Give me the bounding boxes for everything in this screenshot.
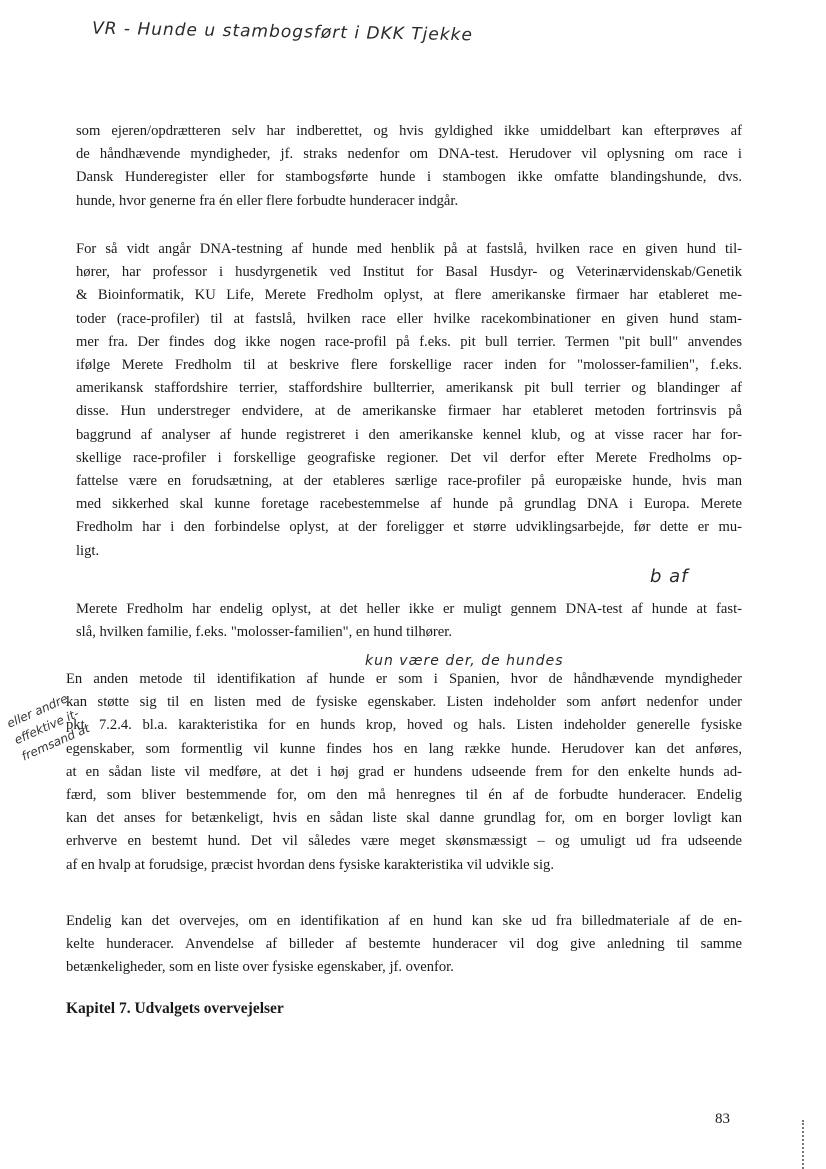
text-line: slå, hvilken familie, f.eks. "molosser-familien", en hund tilhører. <box>76 624 452 641</box>
text-line: baggrund af analyser af hunde registreret i den amerikanske kennel klub, og at visse racer har for- <box>76 426 742 443</box>
text-line: hunde, hvor generne fra én eller flere forbudte hunderacer indgår. <box>76 192 459 209</box>
text-line: & Bioinformatik, KU Life, Merete Fredholm oplyst, at flere amerikanske firmaer har etableret me- <box>76 287 742 304</box>
text-line: færd, som bliver bestemmende for, om den må henregnes til én af de forbudte hunderacer. Endelig <box>66 787 742 804</box>
handwritten-margin-note: eller andre effektive it-fremsand at <box>4 691 92 764</box>
text-line: fattelse være en forudsætning, at der etableres særlige race-profiler på europæiske hunde, hvis man <box>76 473 742 490</box>
text-line: af en hvalp at forudsige, præcist hvordan dens fysiske karakteristika vil udvikle sig. <box>66 856 554 873</box>
handwritten-note-right: b af <box>650 566 689 587</box>
text-line: amerikansk staffordshire terrier, staffordshire bullterrier, amerikansk pit bull terrier og blandinger af <box>76 380 742 397</box>
text-line: hører, har professor i husdyrgenetik ved Institut for Basal Husdyr- og Veterinærvidenskab/Genetik <box>76 264 742 281</box>
text-line: For så vidt angår DNA-testning af hunde med henblik på at fastslå, hvilken race en given hund til- <box>76 241 742 257</box>
text-line: ligt. <box>76 542 100 559</box>
paragraph-5 <box>66 910 742 980</box>
page-number: 83 <box>715 1111 730 1127</box>
handwritten-top-note: VR - Hunde u stambogsført i DKK Tjekke <box>91 18 474 46</box>
text-line: Fredholm har i den forbindelse oplyst, at der foreligger et større udviklingsarbejde, før dette er mu- <box>76 519 742 536</box>
text-line: toder (race-profiler) til at fastslå, hvilken race eller hvilke racekombinationer en given hund stam- <box>76 310 742 327</box>
text-line: pkt. 7.2.4. bl.a. karakteristika for en hunds krop, hoved og hals. Listen indeholder generelle fysiske <box>66 717 742 734</box>
paragraph-1 <box>76 120 742 213</box>
text-line: Merete Fredholm har endelig oplyst, at det heller ikke er muligt gennem DNA-test af hunde at fast- <box>76 601 742 617</box>
text-line: disse. Hun understreger endvidere, at de amerikanske firmaer har etableret metoden fortrinsvis på <box>76 403 742 420</box>
text-line: kelte hunderacer. Anvendelse af billeder af bestemte hunderacer vil dog give anledning til samme <box>66 936 742 953</box>
text-line: Dansk Hunderegister eller for stambogsførte hunde i stambogen ikke omfatte blandingshunde, dvs. <box>76 169 742 186</box>
scan-edge-divider <box>802 1120 806 1169</box>
text-line: betænkeligheder, som en liste over fysiske egenskaber, jf. ovenfor. <box>66 959 454 976</box>
text-line: En anden metode til identifikation af hunde er som i Spanien, hvor de håndhævende myndigheder <box>66 671 742 687</box>
text-line: med sikkerhed skal kunne foretage racebestemmelse af hunde på grundlag DNA i Europa. Merete <box>76 496 742 513</box>
chapter-heading: Kapitel 7. Udvalgets overvejelser <box>66 1000 284 1017</box>
text-line: de håndhævende myndigheder, jf. straks nedenfor om DNA-test. Herudover vil oplysning om race i <box>76 146 742 163</box>
text-line: ifølge Merete Fredholm til at beskrive flere forskellige racer inden for "molosser-familien", f.eks. <box>76 357 742 374</box>
paragraph-4 <box>66 668 742 877</box>
text-line: egenskaber, som formentlig vil kunne findes hos en lang række hunde. Herudover kan det anføres, <box>66 740 742 757</box>
text-line: skellige race-profiler i forskellige geografiske regioner. Det vil derfor efter Merete Fredholms op- <box>76 449 742 466</box>
paragraph-3 <box>76 598 742 644</box>
text-line: erhverve en bestemt hund. Det vil således være meget skønsmæssigt – og umuligt ud fra udseende <box>66 833 742 850</box>
text-line: kan det anses for betænkeligt, hvis en sådan liste skal danne grundlag for, om en borger lovligt kan <box>66 810 742 827</box>
text-line: mer fra. Der findes dog ikke nogen race-profil på f.eks. pit bull terrier. Termen "pit bull" anvendes <box>76 333 742 350</box>
text-line: som ejeren/opdrætteren selv har indberettet, og hvis gyldighed ikke umiddelbart kan efterprøves af <box>76 123 742 139</box>
handwritten-insertion-note: kun være der, de hundes <box>365 653 564 669</box>
text-line: at en sådan liste vil medføre, at det i høj grad er hundens udseende frem for den enkelte hunds ad- <box>66 763 742 780</box>
paragraph-2 <box>76 238 742 563</box>
text-line: kan støtte sig til en listen med de fysiske egenskaber. Listen indeholder som anført nedenfor under <box>66 694 742 711</box>
text-line: Endelig kan det overvejes, om en identifikation af en hund kan ske ud fra billedmateriale af de en- <box>66 913 742 929</box>
